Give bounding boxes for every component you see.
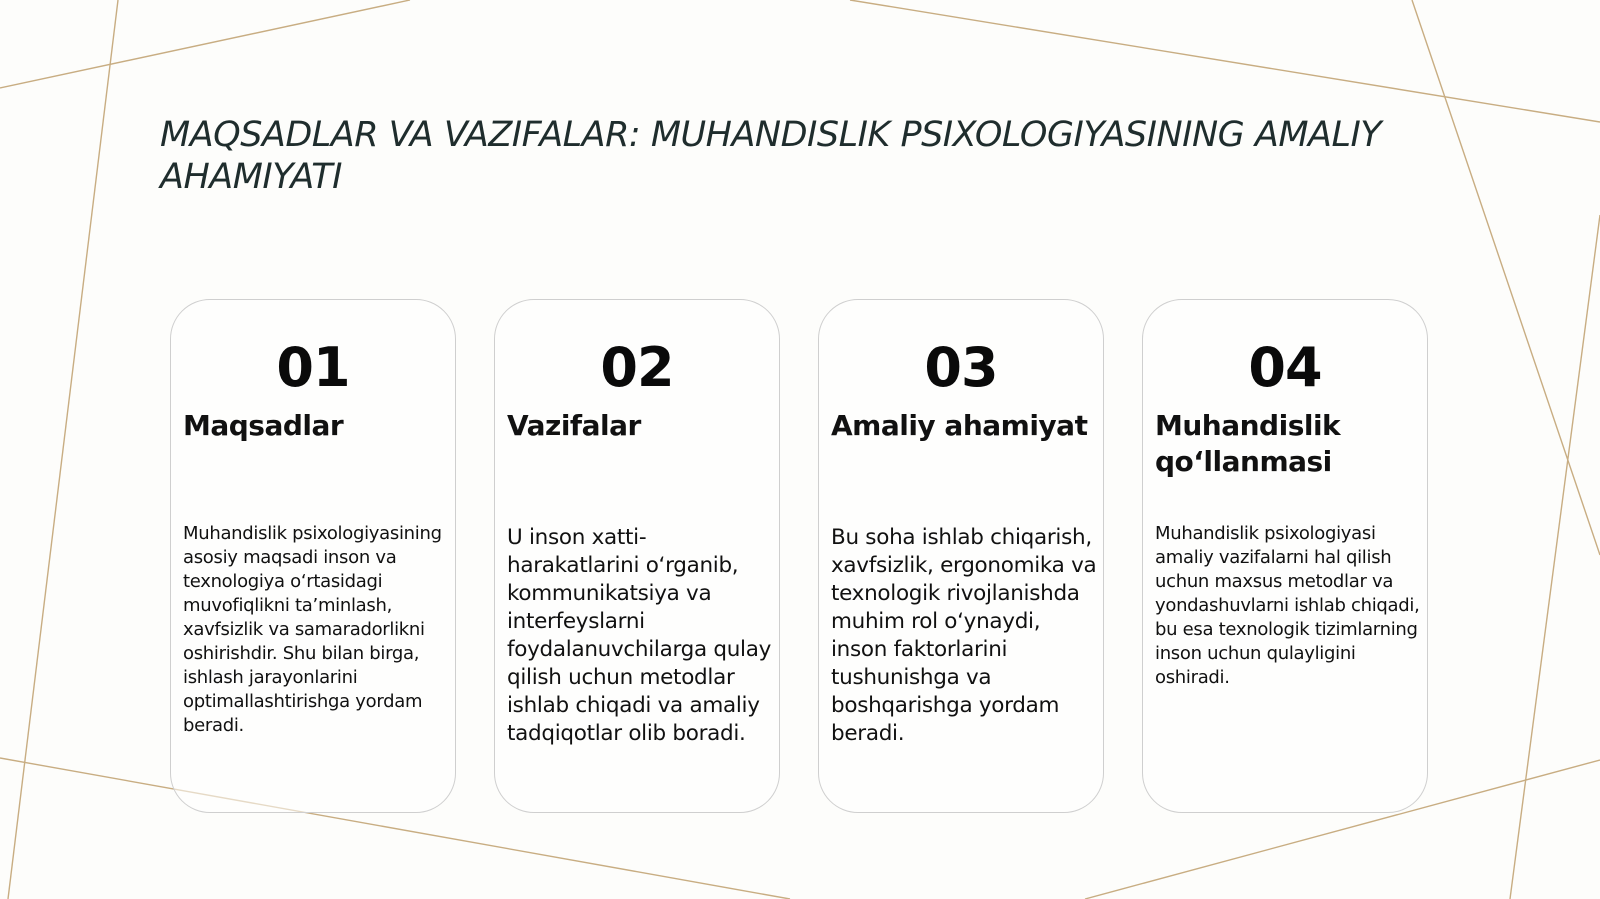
card-engineering-guide [1142, 299, 1428, 813]
deco-line [0, 0, 410, 88]
card-tasks [494, 299, 780, 813]
deco-line [1510, 215, 1600, 899]
deco-line [1412, 0, 1600, 555]
deco-line [8, 0, 118, 899]
slide-title: MAQSADLAR VA VAZIFALAR: MUHANDISLIK PSIXOLOGIYASINING AMALIY AHAMIYATI [160, 115, 1382, 197]
card-practical-importance [818, 299, 1104, 813]
card-number: 03 [924, 336, 998, 399]
deco-line [850, 0, 1600, 122]
card-heading: Maqsadlar [183, 409, 344, 442]
card-goals [170, 299, 456, 813]
card-heading: Muhandislik qo‘llanmasi [1155, 409, 1341, 478]
card-heading: Vazifalar [507, 409, 641, 442]
card-body: U inson xatti-harakatlarini o‘rganib, kommunikatsiya va interfeyslarni foydalanuvchilarga qulay qilish uchun metodlar ishlab chiqadi va amaliy tadqiqotlar olib boradi. [507, 525, 772, 746]
card-number: 01 [276, 336, 350, 399]
card-heading: Amaliy ahamiyat [831, 409, 1088, 442]
card-number: 02 [600, 336, 674, 399]
card-body: Bu soha ishlab chiqarish, xavfsizlik, ergonomika va texnologik rivojlanishda muhim rol o‘ynaydi, inson faktorlarini tushunishga va boshqarishga yordam beradi. [831, 525, 1097, 746]
card-number: 04 [1248, 336, 1322, 399]
card-body: Muhandislik psixologiyasining asosiy maqsadi inson va texnologiya o‘rtasidagi muvofiqlikni ta’minlash, xavfsizlik va samaradorlikni oshirishdir. Shu bilan birga, ishlash jarayonlarini optimallashtirishga yordam beradi. [183, 523, 442, 736]
card-body: Muhandislik psixologiyasi amaliy vazifalarni hal qilish uchun maxsus metodlar va yondashuvlarni ishlab chiqadi, bu esa texnologik tizimlarning inson uchun qulayligini oshiradi. [1155, 523, 1420, 688]
